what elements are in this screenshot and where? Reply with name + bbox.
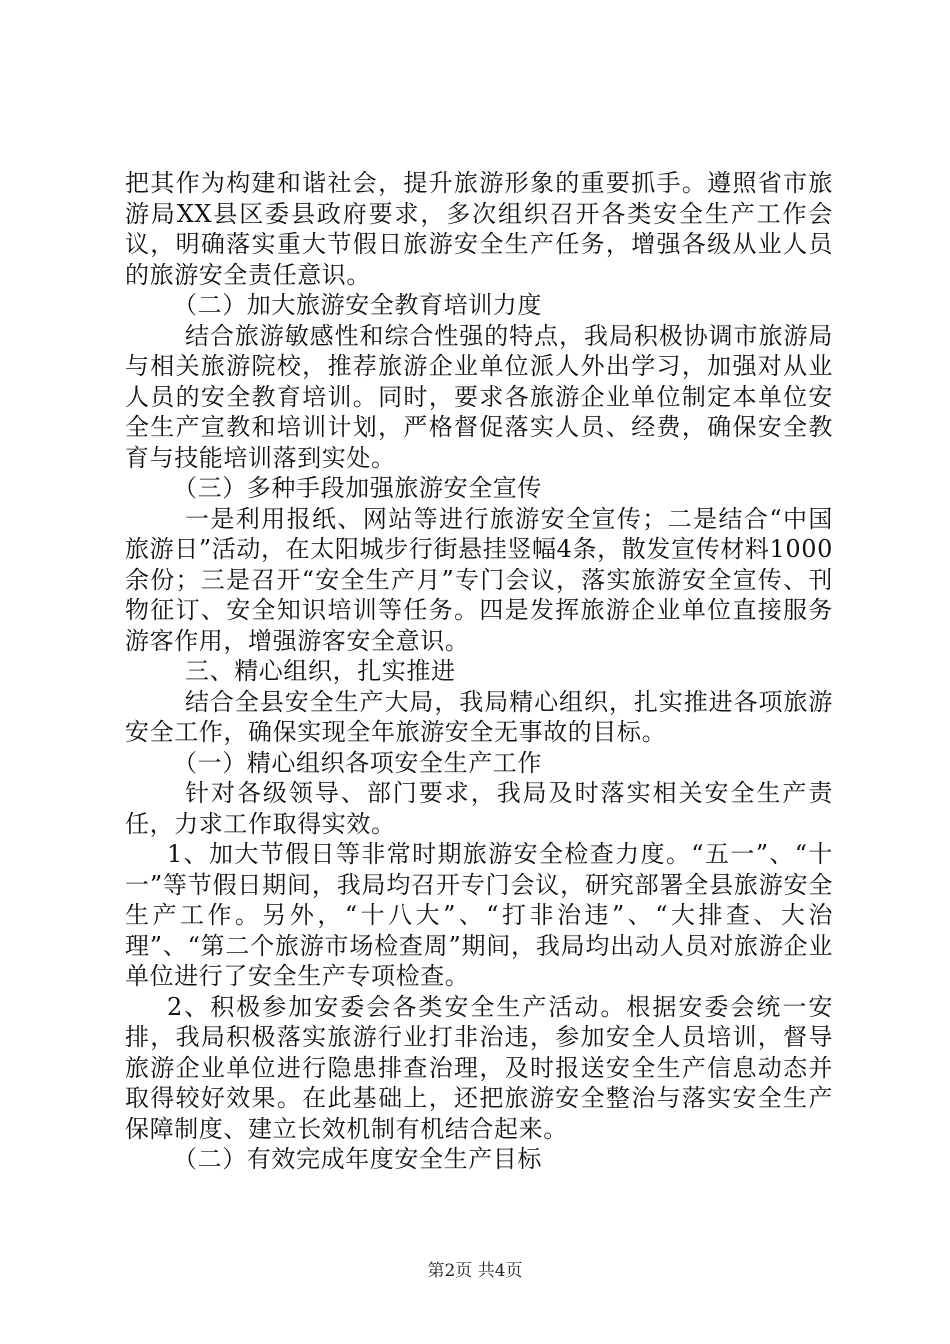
section-heading-2b: （二）有效完成年度安全生产目标 [173,1145,542,1173]
numbered-item-2: 2、积极参加安委会各类安全生产活动。根据安委会统一安排，我局积极落实旅游行业打非治违，参加安全人员培训，督导旅游企业单位进行隐患排查治理，及时报送安全生产信息动态并取得较好效果。在此基础上，还把旅游安全整治与落实安全生产保障制度、建立长效机制有机结合起来。 [125,992,833,1143]
page-number-footer: 第2页 共4页 [427,1261,523,1281]
section-heading-1: （一）精心组织各项安全生产工作 [173,748,542,777]
numbered-item-1: 1、加大节假日等非常时期旅游安全检查力度。“五一”、“十一”等节假日期间，我局均召开专门会议，研究部署全县旅游安全生产工作。另外，“十八大”、“打非治违”、“大排查、大治理”、“第二个旅游市场检查周”期间，我局均出动人员对旅游企业单位进行了安全生产专项检查。 [125,840,833,990]
section-heading-3: （三）多种手段加强旅游安全宣传 [173,474,542,502]
section-heading-2: （二）加大旅游安全教育培训力度 [173,291,542,319]
chapter-heading-3: 三、精心组织，扎实推进 [185,657,456,685]
paragraph-training: 结合旅游敏感性和综合性强的特点，我局积极协调市旅游局与相关旅游院校，推荐旅游企业单位派人外出学习，加强对从业人员的安全教育培训。同时，要求各旅游企业单位制定本单位安全生产宣教和培训计划，严格督促落实人员、经费，确保安全教育与技能培训落到实处。 [125,321,833,472]
paragraph-continuation: 把其作为构建和谐社会，提升旅游形象的重要抓手。遵照省市旅游局XX县区委县政府要求，多次组织召开各类安全生产工作会议，明确落实重大节假日旅游安全生产任务，增强各级从业人员的旅游安全责任意识。 [125,169,833,289]
document-body [125,168,833,1175]
paragraph-responsibility: 针对各级领导、部门要求，我局及时落实相关安全生产责任，力求工作取得实效。 [125,779,833,838]
paragraph-organize: 结合全县安全生产大局，我局精心组织，扎实推进各项旅游安全工作，确保实现全年旅游安全无事故的目标。 [125,687,833,746]
paragraph-publicity: 一是利用报纸、网站等进行旅游安全宣传；二是结合“中国旅游日”活动，在太阳城步行街悬挂竖幅4条，散发宣传材料1000余份；三是召开“安全生产月”专门会议，落实旅游安全宣传、刊物征订、安全知识培训等任务。四是发挥旅游企业单位直接服务游客作用，增强游客安全意识。 [125,504,833,655]
